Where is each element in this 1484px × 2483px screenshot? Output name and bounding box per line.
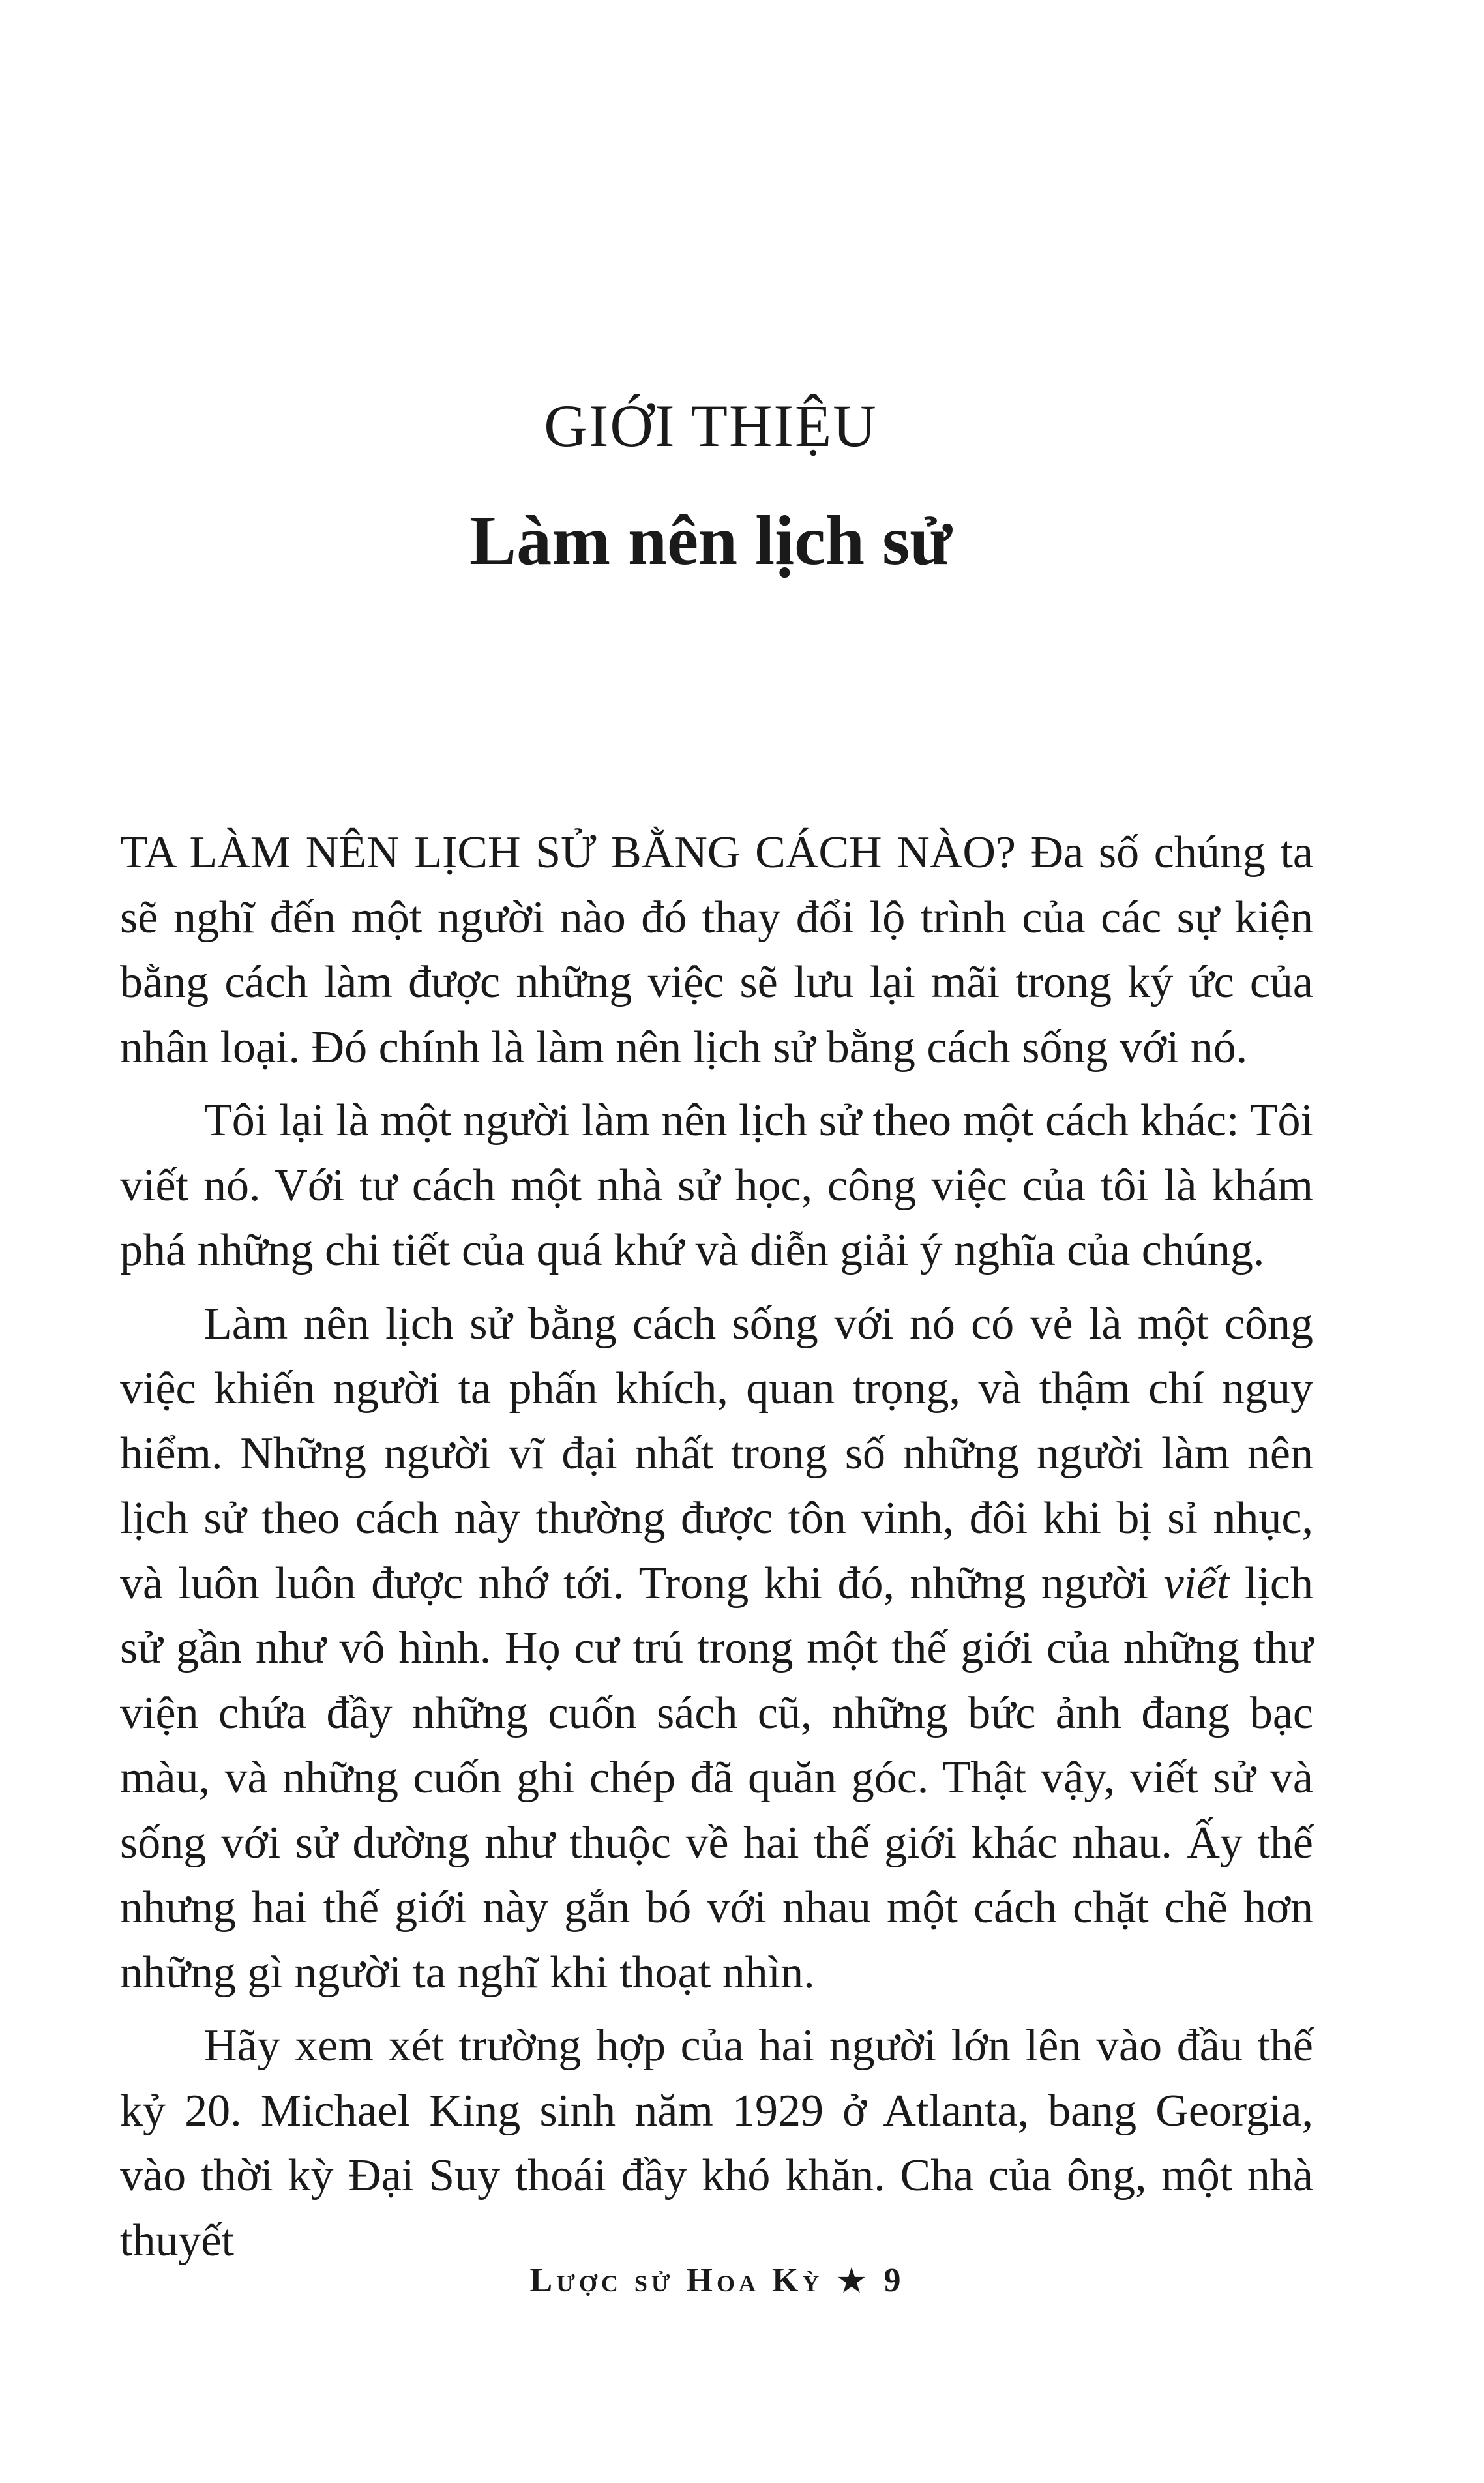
chapter-title: Làm nên lịch sử [469, 502, 952, 580]
page-footer [0, 2261, 1434, 2300]
paragraph-1: TA LÀM NÊN LỊCH SỬ BẰNG CÁCH NÀO? Đa số chúng ta sẽ nghĩ đến một người nào đó thay đổi lộ trình của các sự kiện bằng cách làm được những việc sẽ lưu lại mãi trong ký ức của nhân loại. Đó chính là làm nên lịch sử bằng cách sống với nó. [120, 827, 1313, 1073]
paragraph-3-emphasis: viết [1163, 1558, 1230, 1609]
paragraph-3 [120, 1292, 1313, 2006]
paragraph-2: Tôi lại là một người làm nên lịch sử theo một cách khác: Tôi viết nó. Với tư cách một nhà sử học, công việc của tôi là khám phá những chi tiết của quá khứ và diễn giải ý nghĩa của chúng. [120, 1095, 1313, 1275]
paragraph-3-text-before: Làm nên lịch sử bằng cách sống với nó có vẻ là một công việc khiến người ta phấn khích, quan trọng, và thậm chí nguy hiểm. Những người vĩ đại nhất trong số những người làm nên lịch sử theo cách này thường được tôn vinh, đôi khi bị sỉ nhục, và luôn luôn được nhớ tới. Trong khi đó, những người [120, 1298, 1313, 1609]
paragraph-4: Hãy xem xét trường hợp của hai người lớn lên vào đầu thế kỷ 20. Michael King sinh năm 1929 ở Atlanta, bang Georgia, vào thời kỳ Đại Suy thoái đầy khó khăn. Cha của ông, một nhà thuyết [120, 2021, 1313, 2266]
chapter-label: GIỚI THIỆU [544, 393, 878, 459]
paragraph-3-text-after: lịch sử gần như vô hình. Họ cư trú trong một thế giới của những thư viện chứa đầy những cuốn sách cũ, những bức ảnh đang bạc màu, và những cuốn ghi chép đã quăn góc. Thật vậy, viết sử và sống với sử dường như thuộc về hai thế giới khác nhau. Ấy thế nhưng hai thế giới này gắn bó với nhau một cách chặt chẽ hơn những gì người ta nghĩ khi thoạt nhìn. [120, 1558, 1314, 1998]
star-icon: ★ [837, 2264, 870, 2298]
running-title: Lược sử Hoa Kỳ [529, 2262, 824, 2299]
page-number: 9 [883, 2262, 905, 2299]
body-text [120, 820, 1313, 2282]
